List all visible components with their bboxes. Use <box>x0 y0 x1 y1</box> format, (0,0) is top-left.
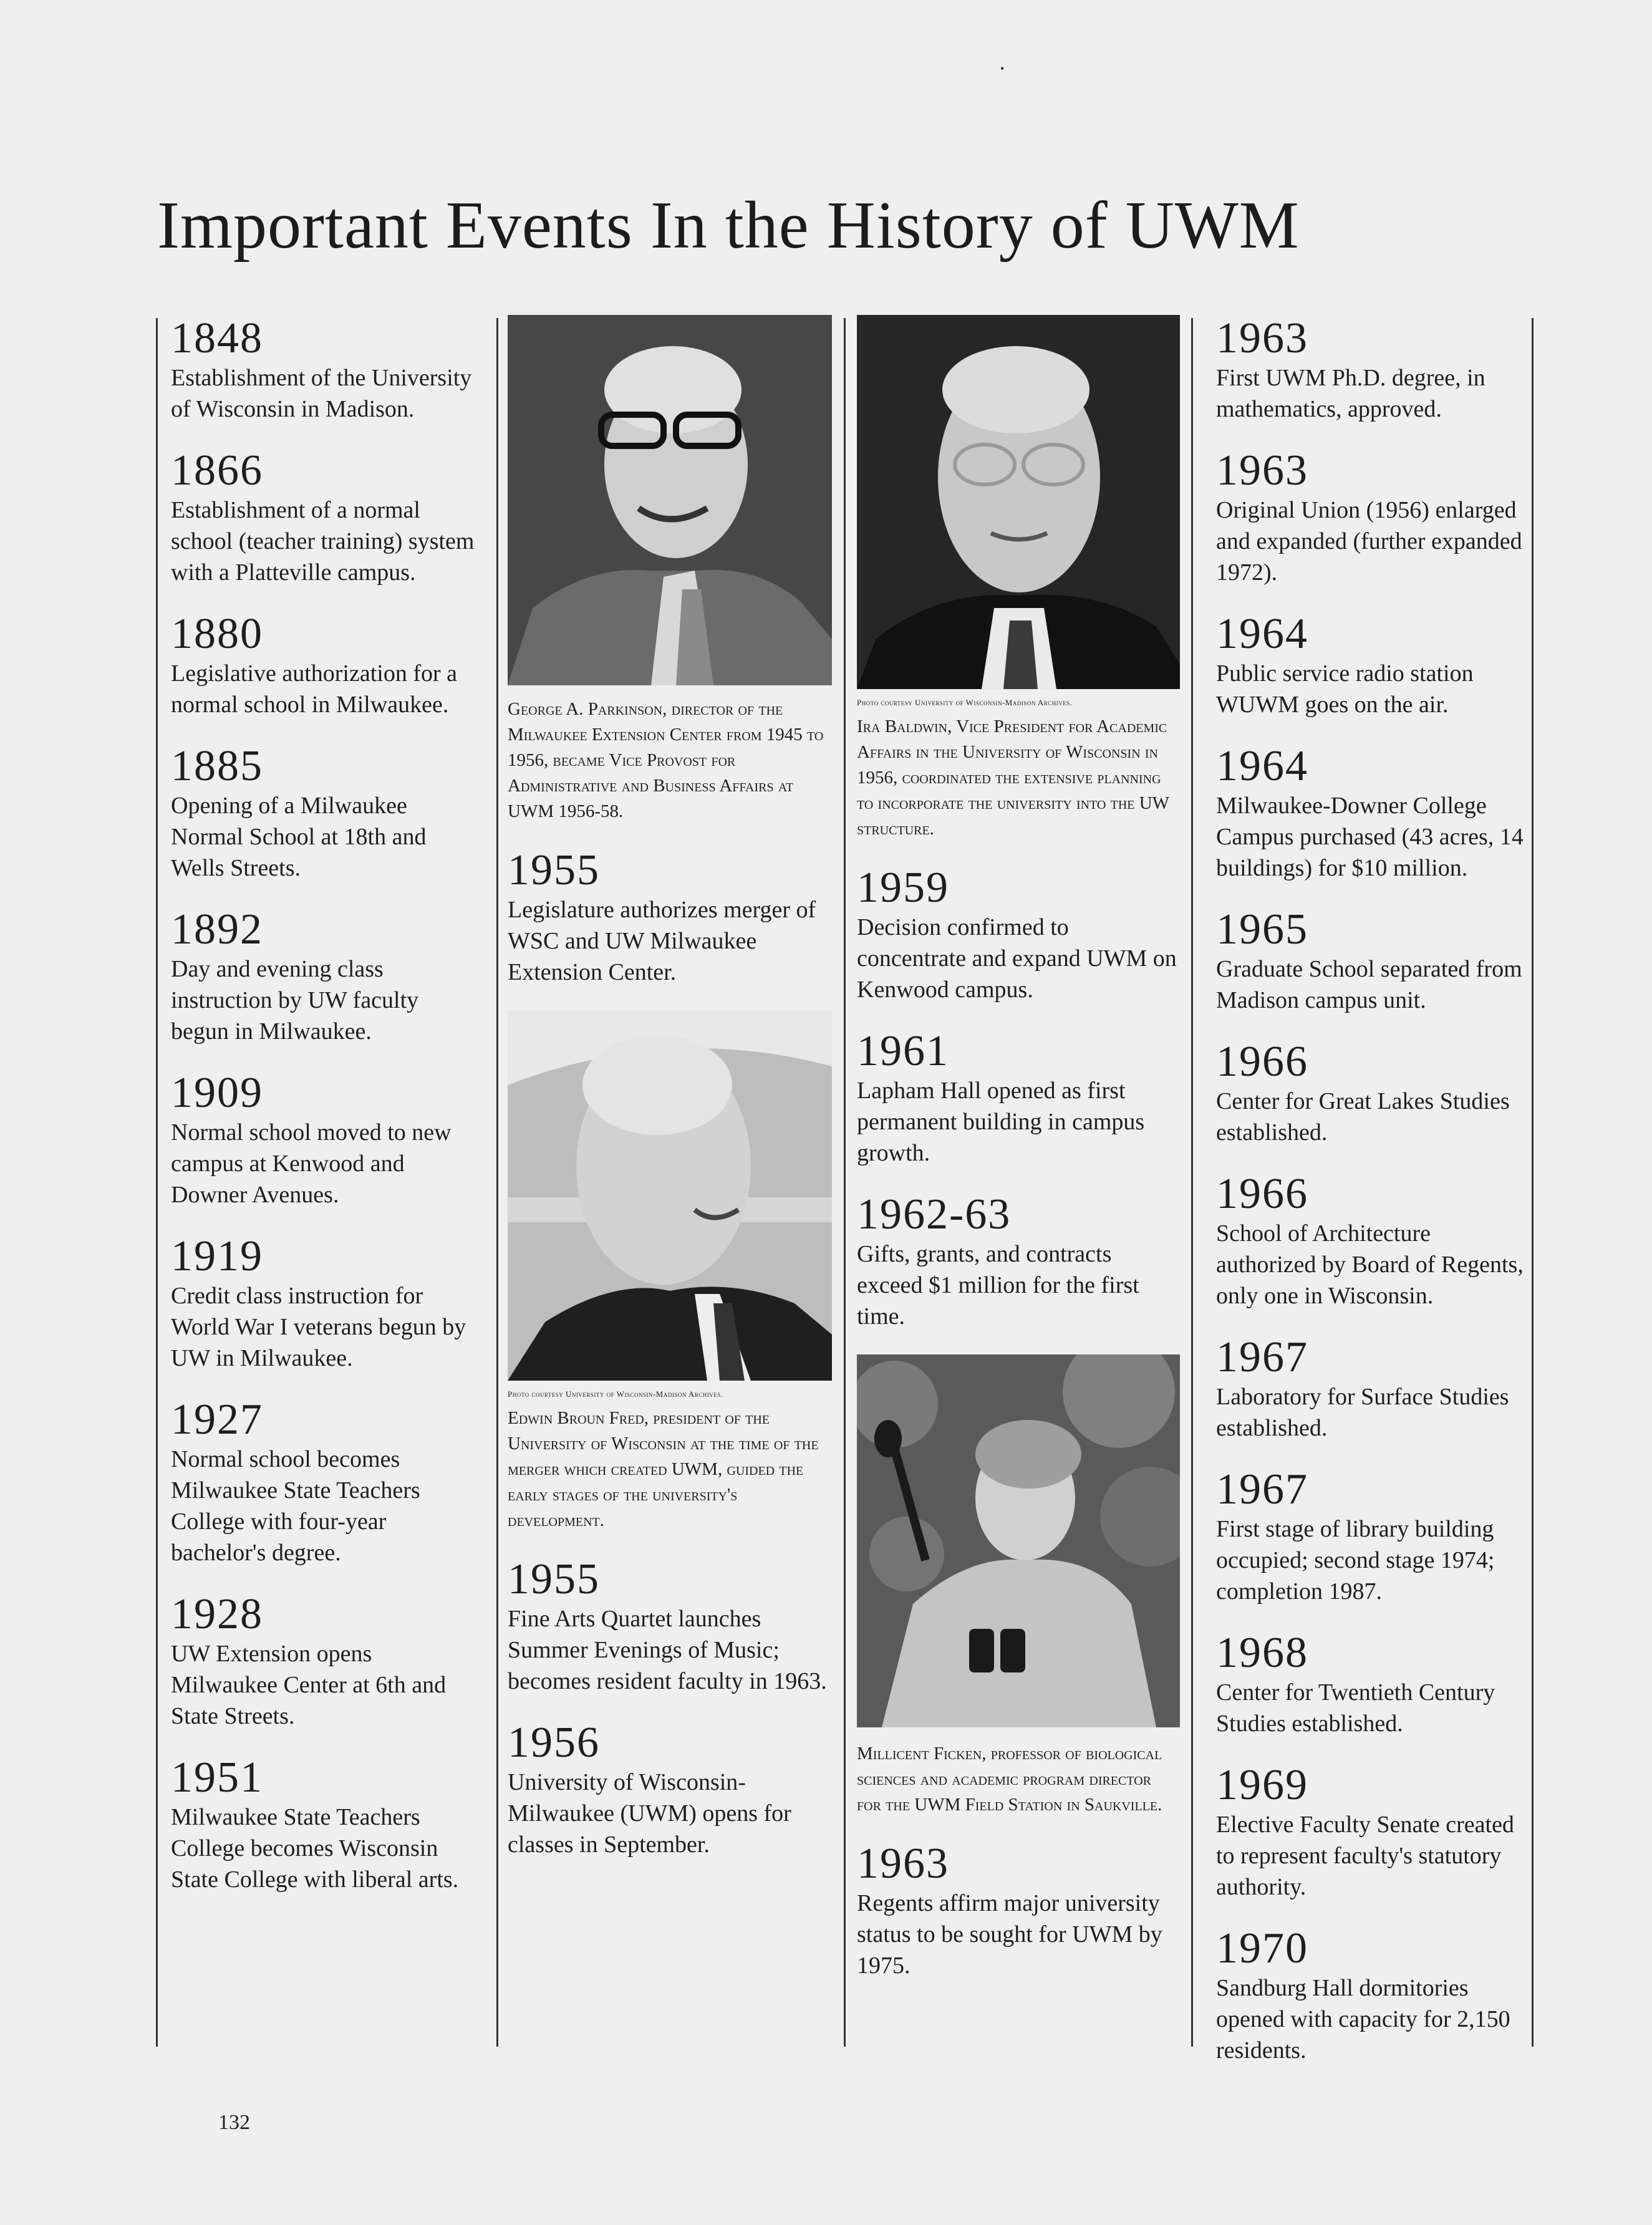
timeline-event <box>1216 611 1524 720</box>
event-year: 1892 <box>171 905 263 953</box>
photo-caption: George A. Parkinson, director of the Milwaukee Extension Center from 1945 to 1956, became Vice Provost for Administrative and Business Affairs at UWM 1956-58. <box>508 699 824 821</box>
timeline-event <box>857 864 1180 1005</box>
timeline-event <box>857 1191 1180 1332</box>
timeline-event <box>171 611 476 720</box>
event-description: School of Architecture authorized by Board of Regents, only one in Wisconsin. <box>1216 1220 1524 1309</box>
event-year: 1966 <box>1216 1038 1308 1086</box>
timeline-event <box>1216 1334 1524 1444</box>
timeline-event <box>857 1840 1180 1981</box>
event-year: 1951 <box>171 1754 263 1802</box>
photo-ira-baldwin <box>857 315 1180 689</box>
photo-caption: Edwin Broun Fred, president of the University of Wisconsin at the time of the merger which created UWM, guided the early stages of the university's development. <box>508 1408 819 1530</box>
event-description: Graduate School separated from Madison campus unit. <box>1216 956 1522 1013</box>
event-year: 1966 <box>1216 1170 1308 1218</box>
page-number: 132 <box>218 2111 250 2134</box>
event-year: 1959 <box>857 864 949 912</box>
photo-edwin-broun-fred <box>508 1010 832 1381</box>
event-year: 1961 <box>857 1027 949 1075</box>
page-title: Important Events In the History of UWM <box>157 188 1300 263</box>
event-description: Center for Twentieth Century Studies established. <box>1216 1679 1495 1737</box>
event-description: Decision confirmed to concentrate and expand UWM on Kenwood campus. <box>857 914 1177 1003</box>
timeline-event <box>171 315 476 425</box>
event-description: Credit class instruction for World War I veterans begun by UW in Milwaukee. <box>171 1283 466 1371</box>
photo-caption: Ira Baldwin, Vice President for Academic Affairs in the University of Wisconsin in 1956, coordinated the extensive planning to incorporate the university into the UW structure. <box>857 717 1169 839</box>
photo-george-parkinson <box>508 315 832 685</box>
timeline-event <box>171 447 476 588</box>
photo-credit: Photo courtesy University of Wisconsin-Madison Archives. <box>857 698 1073 707</box>
timeline-event <box>857 1028 1180 1169</box>
timeline-event <box>508 1719 832 1860</box>
event-year: 1927 <box>171 1396 263 1444</box>
event-year: 1962-63 <box>857 1190 1012 1238</box>
timeline-event <box>1216 1762 1524 1903</box>
event-year: 1955 <box>508 1555 600 1603</box>
timeline-event <box>1216 1170 1524 1311</box>
event-description: Laboratory for Surface Studies established. <box>1216 1384 1509 1441</box>
event-description: Sandburg Hall dormitories opened with capacity for 2,150 residents. <box>1216 1975 1510 2063</box>
timeline-column-2 <box>508 315 832 1883</box>
event-year: 1848 <box>171 314 263 362</box>
event-year: 1866 <box>171 446 263 495</box>
event-description: Gifts, grants, and contracts exceed $1 million for the first time. <box>857 1241 1139 1330</box>
event-year: 1955 <box>508 846 600 894</box>
event-year: 1964 <box>1216 610 1308 658</box>
timeline-event <box>1216 906 1524 1016</box>
timeline-event <box>1216 1466 1524 1607</box>
event-description: First stage of library building occupied; second stage 1974; completion 1987. <box>1216 1516 1495 1605</box>
timeline-column-1 <box>171 315 476 1918</box>
column-divider <box>844 318 846 2047</box>
timeline-event <box>171 1396 476 1568</box>
event-description: University of Wisconsin-Milwaukee (UWM) opens for classes in September. <box>508 1769 791 1858</box>
event-description: Normal school becomes Milwaukee State Teachers College with four-year bachelor's degree. <box>171 1446 420 1566</box>
event-description: Legislature authorizes merger of WSC and UW Milwaukee Extension Center. <box>508 897 816 985</box>
event-year: 1919 <box>171 1232 263 1280</box>
event-description: Milwaukee-Downer College Campus purchased (43 acres, 14 buildings) for $10 million. <box>1216 793 1524 881</box>
timeline-event <box>171 1233 476 1374</box>
timeline-event <box>171 743 476 884</box>
timeline-event <box>1216 1629 1524 1739</box>
event-year: 1964 <box>1216 742 1308 790</box>
timeline-event <box>171 1754 476 1895</box>
event-year: 1970 <box>1216 1924 1308 1972</box>
event-year: 1965 <box>1216 905 1308 953</box>
timeline-event <box>1216 743 1524 884</box>
photo-credit: Photo courtesy University of Wisconsin-Madison Archives. <box>508 1389 723 1399</box>
event-year: 1963 <box>1216 314 1308 362</box>
event-description: Normal school moved to new campus at Kenwood and Downer Avenues. <box>171 1119 452 1208</box>
timeline-event <box>1216 447 1524 588</box>
timeline-column-4 <box>1216 315 1524 2088</box>
column-divider <box>1191 318 1193 2047</box>
event-description: Milwaukee State Teachers College becomes Wisconsin State College with liberal arts. <box>171 1804 459 1893</box>
event-description: Opening of a Milwaukee Normal School at 18th and Wells Streets. <box>171 793 427 881</box>
event-description: UW Extension opens Milwaukee Center at 6th and State Streets. <box>171 1641 447 1729</box>
event-year: 1956 <box>508 1719 600 1767</box>
timeline-event <box>508 847 832 988</box>
column-divider <box>496 318 498 2047</box>
photo-caption: Millicent Ficken, professor of biological sciences and academic program director for the UWM Field Station in Saukville. <box>857 1744 1162 1815</box>
event-description: First UWM Ph.D. degree, in mathematics, approved. <box>1216 365 1485 422</box>
event-description: Public service radio station WUWM goes on the air. <box>1216 660 1474 718</box>
timeline-event <box>171 1069 476 1210</box>
event-description: Day and evening class instruction by UW faculty begun in Milwaukee. <box>171 956 419 1045</box>
event-description: Establishment of the University of Wisconsin in Madison. <box>171 365 472 422</box>
timeline-event <box>171 1591 476 1732</box>
column-divider <box>156 318 158 2047</box>
timeline-event <box>508 1556 832 1697</box>
timeline-event <box>1216 1925 1524 2066</box>
photo-millicent-ficken <box>857 1354 1180 1727</box>
event-year: 1969 <box>1216 1761 1308 1809</box>
timeline-column-3 <box>857 315 1180 2004</box>
event-description: Center for Great Lakes Studies established. <box>1216 1088 1510 1146</box>
event-year: 1885 <box>171 742 263 790</box>
event-description: Establishment of a normal school (teacher training) system with a Platteville campus. <box>171 497 475 586</box>
timeline-event <box>171 906 476 1047</box>
event-year: 1909 <box>171 1069 263 1117</box>
event-year: 1963 <box>1216 446 1308 495</box>
event-description: Lapham Hall opened as first permanent building in campus growth. <box>857 1078 1145 1166</box>
event-year: 1967 <box>1216 1333 1308 1381</box>
event-year: 1928 <box>171 1590 263 1638</box>
event-description: Legislative authorization for a normal school in Milwaukee. <box>171 660 457 718</box>
event-description: Fine Arts Quartet launches Summer Evenings of Music; becomes resident faculty in 1963. <box>508 1606 827 1694</box>
column-divider <box>1532 318 1534 2047</box>
timeline-event <box>1216 1038 1524 1148</box>
event-description: Original Union (1956) enlarged and expanded (further expanded 1972). <box>1216 497 1522 586</box>
event-year: 1968 <box>1216 1629 1308 1677</box>
timeline-event <box>1216 315 1524 425</box>
print-mark: • <box>1000 62 1005 75</box>
event-year: 1963 <box>857 1840 949 1888</box>
event-year: 1880 <box>171 610 263 658</box>
event-description: Regents affirm major university status to be sought for UWM by 1975. <box>857 1890 1162 1979</box>
event-year: 1967 <box>1216 1465 1308 1513</box>
event-description: Elective Faculty Senate created to represent faculty's statutory authority. <box>1216 1812 1514 1900</box>
